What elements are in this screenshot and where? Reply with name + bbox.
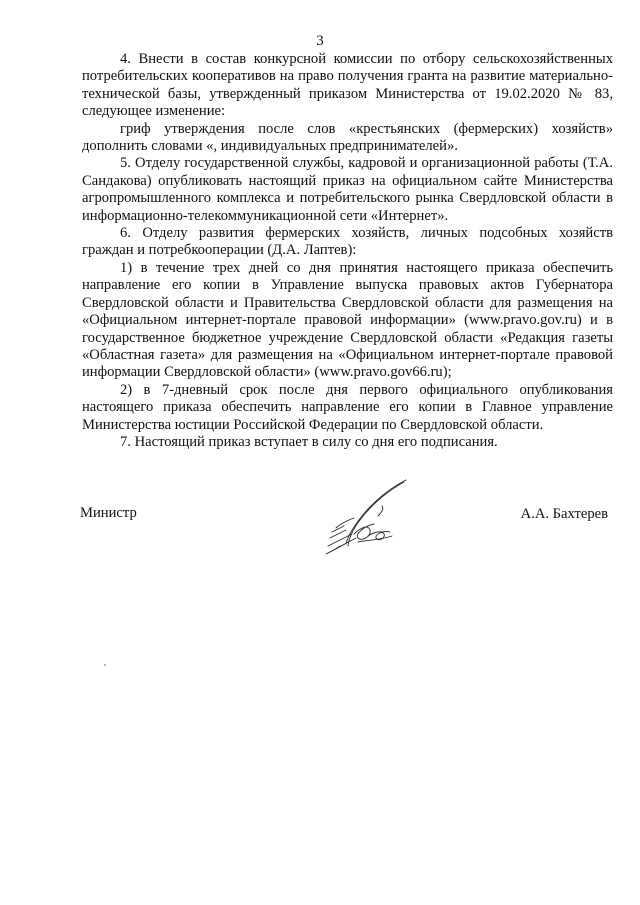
paragraph-item-4-amendment: гриф утверждения после слов «крестьянских (фермерских) хозяйств» дополнить словами «, индивидуальных предпринимателей».	[82, 120, 613, 155]
scan-speck	[104, 664, 106, 666]
paragraph-item-6: 6. Отделу развития фермерских хозяйств, личных подсобных хозяйств граждан и потребкооперации (Д.А. Лаптев):	[82, 225, 613, 259]
page-number: 3	[316, 33, 324, 49]
paragraph-item-7: 7. Настоящий приказ вступает в силу со дня его подписания.	[120, 433, 498, 450]
paragraph-item-5: 5. Отделу государственной службы, кадровой и организационной работы (Т.А. Сандакова) опубликовать настоящий приказ на официальном сайте Министерства агропромышленного комплекса и потребительского рынка Свердловской области в информационно-телекоммуникационной сети «Интернет».	[82, 155, 613, 224]
paragraph-item-6-1: 1) в течение трех дней со дня принятия настоящего приказа обеспечить направление его копии в Управление выпуска правовых актов Губернатора Свердловской области и Правительства Свердловской области для размещения на «Официальном интернет-портале правовой информации» (www.pravo.gov.ru) и в государственное бюджетное учреждение Свердловской области «Редакция газеты «Областная газета» для размещения на «Официальном интернет-портале правовой информации Свердловской области» (www.pravo.gov66.ru);	[82, 259, 613, 381]
signatory-title: Министр	[80, 505, 137, 521]
paragraph-item-6-2: 2) в 7-дневный срок после дня первого официального опубликования настоящего приказа обеспечить направление его копии в Главное управление Министерства юстиции Российской Федерации по Свердловской области.	[82, 381, 613, 433]
document-body	[82, 51, 613, 451]
signature-block	[0, 498, 640, 578]
paragraph-item-4: 4. Внести в состав конкурсной комиссии по отбору сельскохозяйственных потребительских кооперативов на право получения гранта на развитие материально-технической базы, утвержденный приказом Министерства от 19.02.2020 № 83, следующее изменение:	[82, 51, 613, 120]
handwritten-signature-icon	[318, 476, 428, 562]
signatory-name: А.А. Бахтерев	[520, 506, 608, 522]
